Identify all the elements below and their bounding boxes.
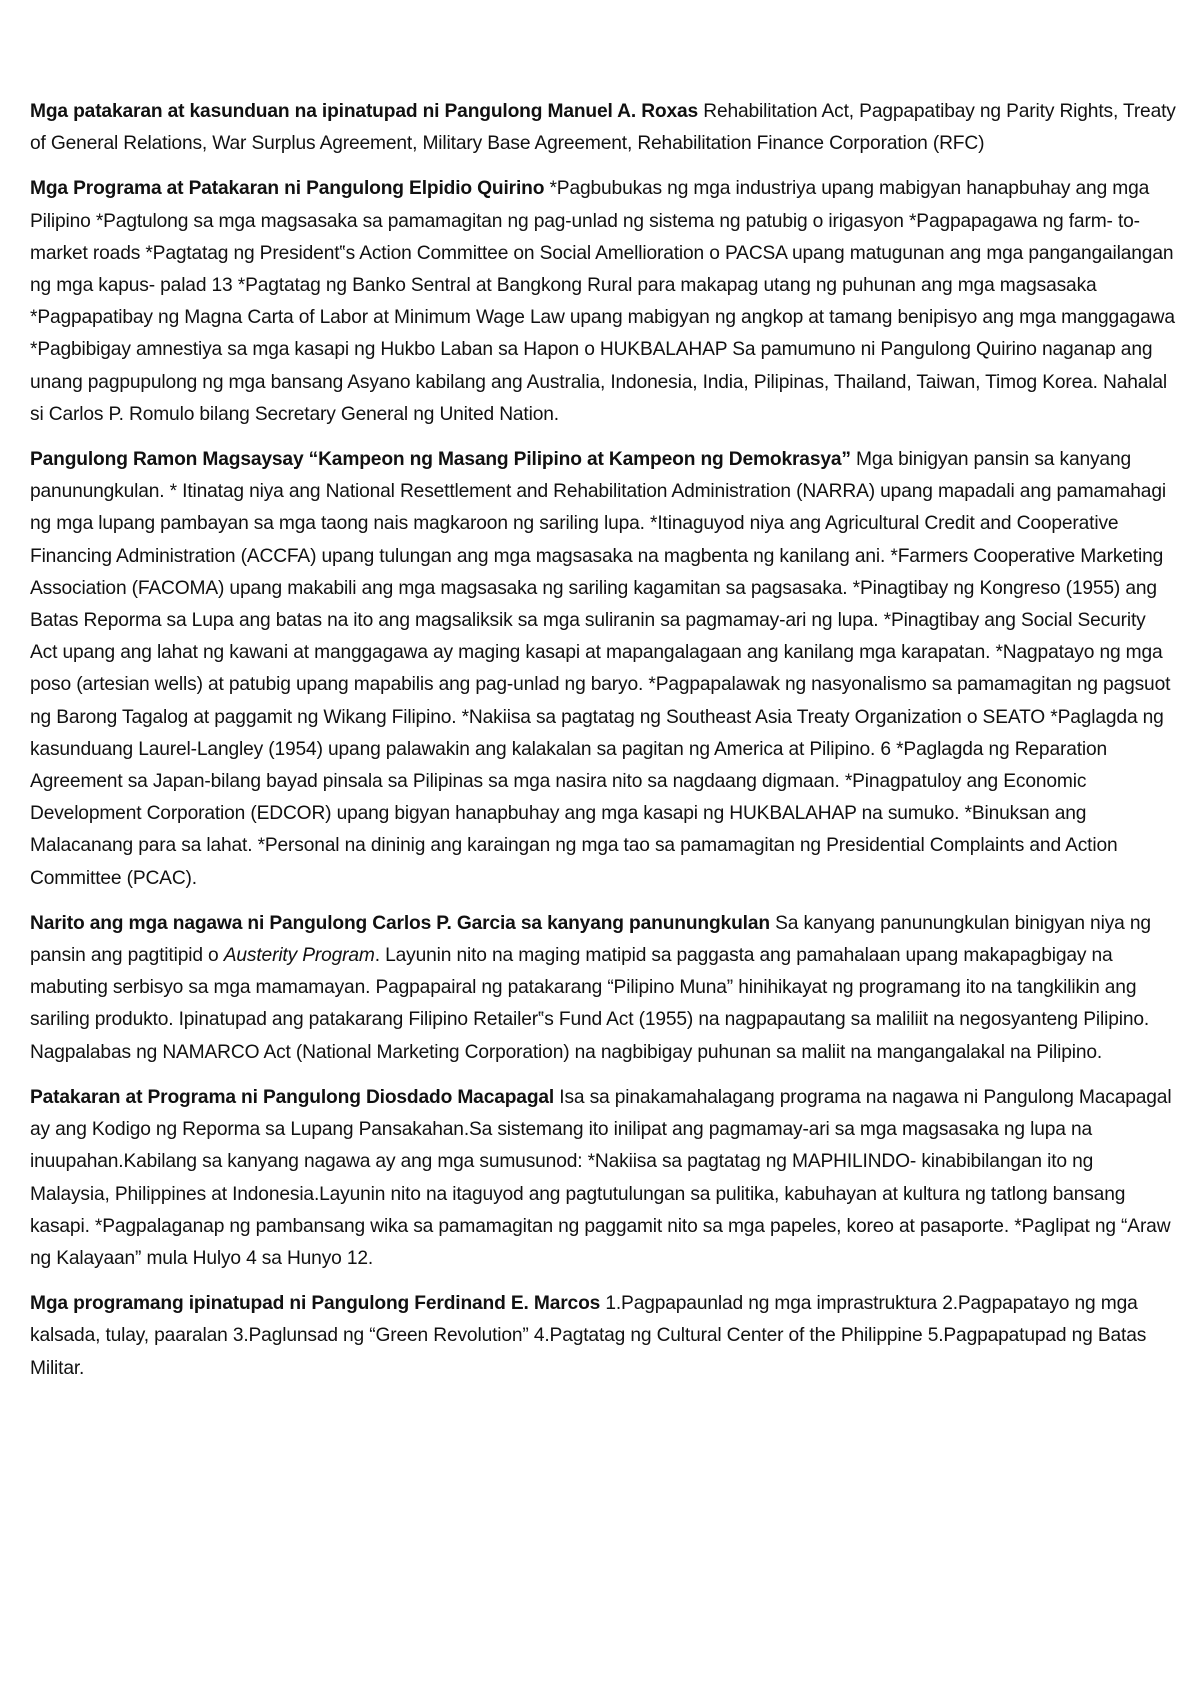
heading-roxas: Mga patakaran at kasunduan na ipinatupad ni Pangulong Manuel A. Roxas <box>30 101 699 122</box>
austerity-program-term: Austerity Program <box>223 945 375 967</box>
body-magsaysay: Mga binigyan pansin sa kanyang panunungkulan. * Itinatag niya ang National Resettlement and Rehabilitation Administration (NARRA) upang mapadali ang pamamahagi ng mga lupang pambayan sa mga taong nais magkaroon ng sariling lupa. *Itinaguyod niya ang Agricultural Credit and Cooperative Financing Administration (ACCFA) upang tulungan ang mga magsasaka na magbenta ng kanilang ani. *Farmers Cooperative Marketing Association (FACOMA) upang makabili ang mga magsasaka ng sariling kagamitan sa pagsasaka. *Pinagtibay ng Kongreso (1955) ang Batas Reporma sa Lupa ang batas na ito ang magsaliksik sa mga suliranin sa pagmamay-ari ng lupa. *Pinagtibay ang Social Security Act upang ang lahat ng kawani at manggagawa ay maging kasapi at mapangalagaan ang kanilang mga karapatan. *Nagpatayo ng mga poso (artesian wells) at patubig upang mapabilis ang pag-unlad ng baryo. *Pagpapalawak ng nasyonalismo sa pamamagitan ng pagsuot ng Barong Tagalog at paggamit ng Wikang Filipino. *Nakiisa sa pagtatag ng Southeast Asia Treaty Organization o SEATO *Paglagda ng kasunduang Laurel-Langley (1954) upang palawakin ang kalakalan sa pagitan ng America at Pilipino. 6 *Paglagda ng Reparation Agreement sa Japan-bilang bayad pinsala sa Pilipinas sa mga nasira nito sa nagdaang digmaan. *Pinagpatuloy ang Economic Development Corporation (EDCOR) upang bigyan hanapbuhay ang mga kasapi ng HUKBALAHAP na sumuko. *Binuksan ang Malacanang para sa lahat. *Personal na dininig ang karaingan ng mga tao sa pamamagitan ng Presidential Complaints and Action Committee (PCAC). <box>30 449 1171 889</box>
body-quirino: *Pagbubukas ng mga industriya upang mabigyan hanapbuhay ang mga Pilipino *Pagtulong sa mga magsasaka sa pamamagitan ng pag-unlad ng sistema ng patubig o irigasyon *Pagpapagawa ng farm- to- market roads *Pagtatag ng President‟s Action Committee on Social Amellioration o PACSA upang matugunan ang mga pangangailangan ng mga kapus- palad 13 *Pagtatag ng Banko Sentral at Bangkong Rural para makapag utang ng puhunan ang mga magsasaka *Pagpapatibay ng Magna Carta of Labor at Minimum Wage Law upang mabigyan ng angkop at tamang benipisyo ang mga manggagawa *Pagbibigay amnestiya sa mga kasapi ng Hukbo Laban sa Hapon o HUKBALAHAP Sa pamumuno ni Pangulong Quirino naganap ang unang pagpupulong ng mga bansang Asyano kabilang ang Australia, Indonesia, India, Pilipinas, Thailand, Taiwan, Timog Korea. Nahalal si Carlos P. Romulo bilang Secretary General ng United Nation. <box>30 178 1175 425</box>
paragraph-marcos <box>30 1288 1176 1385</box>
heading-marcos: Mga programang ipinatupad ni Pangulong Ferdinand E. Marcos <box>30 1293 601 1315</box>
heading-garcia: Narito ang mga nagawa ni Pangulong Carlos P. Garcia sa kanyang panunungkulan <box>30 912 770 934</box>
paragraph-garcia <box>30 908 1176 1069</box>
paragraph-macapagal <box>30 1082 1176 1275</box>
body-garcia-after: . Layunin nito na maging matipid sa paggasta ang pamahalaan upang makapagbigay na mabuting serbisyo sa mga mamamayan. Pagpapairal ng patakarang “Pilipino Muna” hinihikayat ng programang ito na tangkilikin ang sariling produkto. Ipinatupad ang patakarang Filipino Retailer‟s Fund Act (1955) na nagpapautang sa maliliit na negosyanteng Pilipino. Nagpalabas ng NAMARCO Act (National Marketing Corporation) na nagbibigay puhunan sa maliit na mangangalakal na Pilipino. <box>30 945 1150 1063</box>
heading-quirino: Mga Programa at Patakaran ni Pangulong Elpidio Quirino <box>30 178 545 200</box>
body-macapagal: Isa sa pinakamahalagang programa na nagawa ni Pangulong Macapagal ay ang Kodigo ng Reporma sa Lupang Pansakahan.Sa sistemang ito inilipat ang pagmamay-ari sa mga magsasaka ng lupa na inuupahan.Kabilang sa kanyang nagawa ay ang mga sumusunod: *Nakiisa sa pagtatag ng MAPHILINDO- kinabibilangan ito ng Malaysia, Philippines at Indonesia.Layunin nito na itaguyod ang pagtutulungan sa pulitika, kabuhayan at kultura ng tatlong bansang kasapi. *Pagpalaganap ng pambansang wika sa pamamagitan ng paggamit nito sa mga papeles, koreo at pasaporte. *Paglipat ng “Araw ng Kalayaan” mula Hulyo 4 sa Hunyo 12. <box>30 1086 1172 1269</box>
body-marcos: 1.Pagpapaunlad ng mga imprastruktura 2.Pagpapatayo ng mga kalsada, tulay, paaralan 3.Paglunsad ng “Green Revolution” 4.Pagtatag ng Cultural Center of the Philippine 5.Pagpapatupad ng Batas Militar. <box>30 1293 1147 1379</box>
body-garcia-before: Sa kanyang panunungkulan binigyan niya ng pansin ang pagtitipid o <box>30 912 1151 967</box>
heading-magsaysay: Pangulong Ramon Magsaysay “Kampeon ng Masang Pilipino at Kampeon ng Demokrasya” <box>30 449 851 471</box>
paragraph-quirino <box>30 173 1176 431</box>
paragraph-magsaysay <box>30 444 1176 895</box>
document-body <box>30 96 1176 1398</box>
paragraph-roxas <box>30 96 1176 160</box>
body-roxas: Rehabilitation Act, Pagpapatibay ng Parity Rights, Treaty of General Relations, War Surplus Agreement, Military Base Agreement, Rehabilitation Finance Corporation (RFC) <box>30 101 1176 155</box>
heading-macapagal: Patakaran at Programa ni Pangulong Diosdado Macapagal <box>30 1086 555 1108</box>
